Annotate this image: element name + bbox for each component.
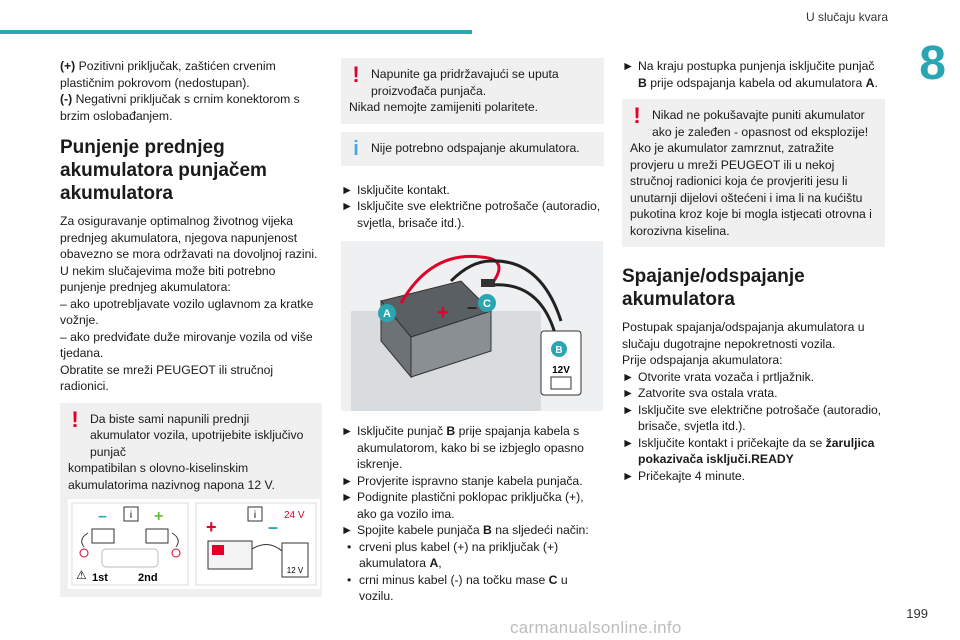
list-item: – ako upotrebljavate vozilo uglavnom za kratke vožnje. xyxy=(60,296,314,327)
svg-text:C: C xyxy=(483,298,491,310)
column-3 xyxy=(622,58,885,484)
svg-text:–: – xyxy=(268,517,279,537)
svg-text:i: i xyxy=(253,510,257,521)
paragraph: Prije odspajanja akumulatora: xyxy=(622,353,783,367)
svg-text:⚠: ⚠ xyxy=(76,568,87,582)
svg-text:+: + xyxy=(437,302,449,324)
section-title: U slučaju kvara xyxy=(805,10,888,24)
step-item: ► Isključite punjač B prije spajanja kabela s akumulatorom, kako bi se izbjeglo opasno iskrenje. xyxy=(341,424,584,471)
sub-item: • crveni plus kabel (+) na priključak (+) akumulatora A, xyxy=(347,539,559,570)
battery-charger-diagram-icon xyxy=(341,241,603,411)
step-item: ► Isključite kontakt i pričekajte da se žaruljica pokazivača isključi.READY xyxy=(622,435,875,466)
heading-charging: Punjenje prednjeg akumulatora punjačem akumulatora xyxy=(60,137,267,204)
step-item: ► Zatvorite sva ostala vrata. xyxy=(622,386,778,400)
paragraph: Postupak spajanja/odspajanja akumulatora u slučaju dugotrajne nepokretnosti vozila. xyxy=(622,320,865,351)
step-item: ► Provjerite ispravno stanje kabela punjača. xyxy=(341,473,583,488)
step-item: ► Isključite sve električne potrošače (autoradio, brisače, svjetla itd.). xyxy=(622,402,882,433)
warning-box: ! Da biste sami napunili prednji akumulator vozila, upotrijebite isključivo punjač kompatibilan s olovno-kiselinskim akumulatorima nazivnog napona 12 V. i – + ⚠ 1st 2nd i 24 V + – 12 V xyxy=(60,403,322,598)
column-2 xyxy=(341,58,604,605)
step-item: ► Isključite sve električne potrošače (autoradio, svjetla, brisače itd.). xyxy=(341,199,601,230)
svg-text:–: – xyxy=(467,297,478,317)
warning-box: ! Napunite ga pridržavajući se uputa proizvođača punjača. Nikad nemojte zamijeniti polaritete. xyxy=(341,58,604,124)
info-icon: i xyxy=(353,137,359,160)
charger-diagram-icon xyxy=(68,499,320,589)
step-item: ► Isključite kontakt. xyxy=(341,182,450,197)
page-number: 199 xyxy=(906,606,928,621)
chapter-number: 8 xyxy=(919,37,946,90)
svg-text:i: i xyxy=(129,510,133,521)
svg-text:12V: 12V xyxy=(552,365,570,376)
warning-box: ! Nikad ne pokušavajte puniti akumulator ako je zaleđen - opasnost od eksplozije! Ako je akumulator zamrznut, zatražite provjeru u mreži PEUGEOT ili u nekoj stručnoj radionici koja će provjeriti jesu li unutarnji dijelovi oštećeni i ima li na kućištu pukotina kroz koje bi mogla istjecati otrovna i korozivna kiselina. xyxy=(622,99,885,247)
warning-exclamation-icon: ! xyxy=(633,103,641,128)
svg-text:+: + xyxy=(206,517,217,537)
sub-item: • crni minus kabel (-) na točku mase C u vozilu. xyxy=(347,572,568,603)
step-item: ► Spojite kabele punjača B na sljedeći način: xyxy=(341,523,589,537)
svg-text:12 V: 12 V xyxy=(286,566,304,575)
charger-illustration xyxy=(68,499,320,589)
header-accent-bar xyxy=(0,30,472,34)
heading-connect-disconnect: Spajanje/odspajanje akumulatora xyxy=(622,266,805,310)
paragraph: Obratite se mreži PEUGEOT ili stručnoj radionici. xyxy=(60,362,274,393)
battery-charging-illustration xyxy=(341,241,603,411)
svg-text:+: + xyxy=(154,508,164,525)
step-item: ► Otvorite vrata vozača i prtljažnik. xyxy=(622,369,815,384)
column-1 xyxy=(60,58,322,605)
info-box: i Nije potrebno odspajanje akumulatora. xyxy=(341,132,604,166)
step-item: ► Na kraju postupka punjenja isključite punjač B prije odspajanja kabela od akumulatora A. xyxy=(622,59,878,90)
svg-text:A: A xyxy=(383,308,391,320)
watermark: carmanualsonline.info xyxy=(510,618,682,637)
svg-text:B: B xyxy=(555,345,563,356)
plus-terminal-text: (+) Pozitivni priključak, zaštićen crvenim plastičnim pokrovom (nedostupan). xyxy=(60,59,276,90)
svg-text:2nd: 2nd xyxy=(138,572,158,584)
svg-text:1st: 1st xyxy=(92,572,108,584)
list-item: – ako predviđate duže mirovanje vozila od više tjedana. xyxy=(60,329,313,360)
svg-text:–: – xyxy=(98,508,107,525)
svg-text:24 V: 24 V xyxy=(284,510,305,521)
warning-exclamation-icon: ! xyxy=(71,406,79,432)
minus-terminal-text: (-) Negativni priključak s crnim konektorom s brzim oslobađanjem. xyxy=(60,92,300,123)
paragraph: U nekim slučajevima može biti potrebno punjenje prednjeg akumulatora: xyxy=(60,263,276,294)
paragraph: Za osiguravanje optimalnog životnog vijeka prednjeg akumulatora, njegova napunjenost obavezno se mora održavati na dovoljnoj razini. xyxy=(60,214,318,261)
step-item: ► Pričekajte 4 minute. xyxy=(622,468,746,483)
step-item: ► Podignite plastični poklopac priključka (+), ako ga vozilo ima. xyxy=(341,490,584,521)
warning-exclamation-icon: ! xyxy=(352,62,360,87)
